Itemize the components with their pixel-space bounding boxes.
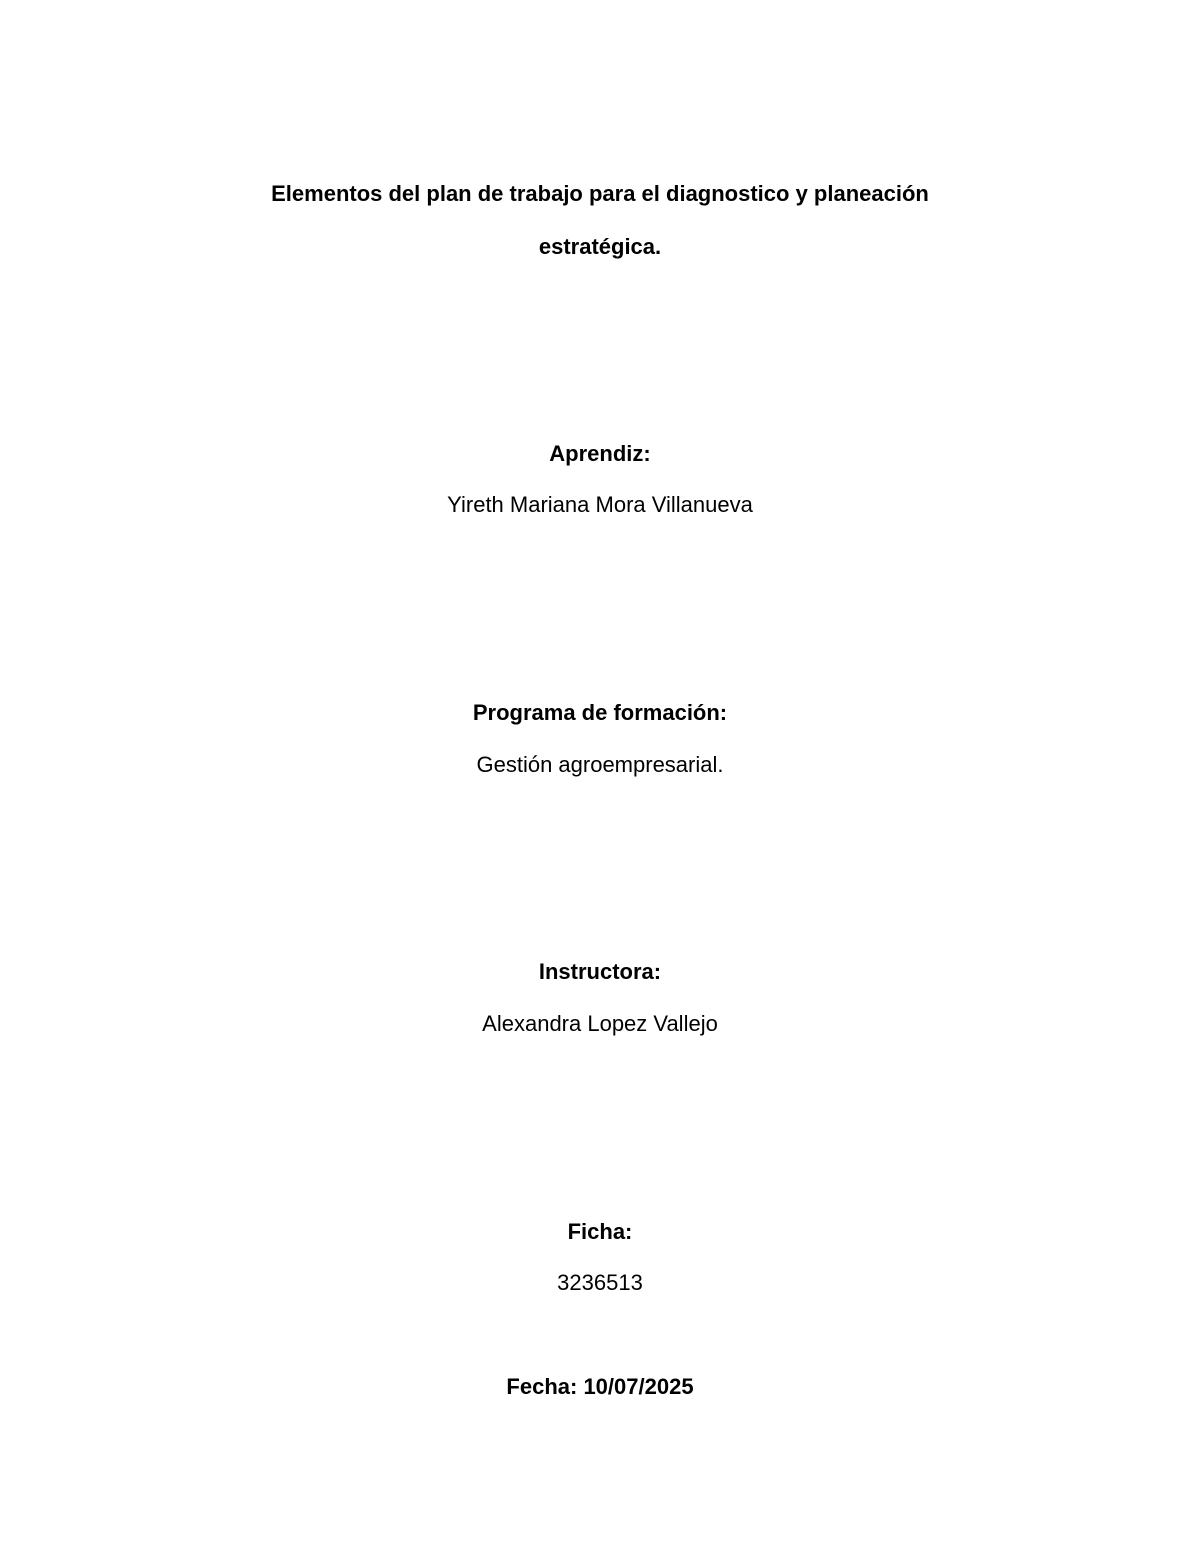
apprentice-name: Yireth Mariana Mora Villanueva <box>447 492 753 517</box>
document-title-line-2: estratégica. <box>538 234 662 259</box>
program-label: Programa de formación: <box>472 700 728 725</box>
ficha-number: 3236513 <box>557 1270 643 1295</box>
document-title-line-1: Elementos del plan de trabajo para el diagnostico y planeación <box>271 181 929 206</box>
program-name: Gestión agroempresarial. <box>476 752 724 777</box>
instructor-name: Alexandra Lopez Vallejo <box>482 1011 718 1036</box>
instructor-label: Instructora: <box>538 959 662 984</box>
ficha-label: Ficha: <box>567 1219 633 1244</box>
date-line: Fecha: 10/07/2025 <box>506 1374 694 1399</box>
apprentice-label: Aprendiz: <box>549 441 651 466</box>
